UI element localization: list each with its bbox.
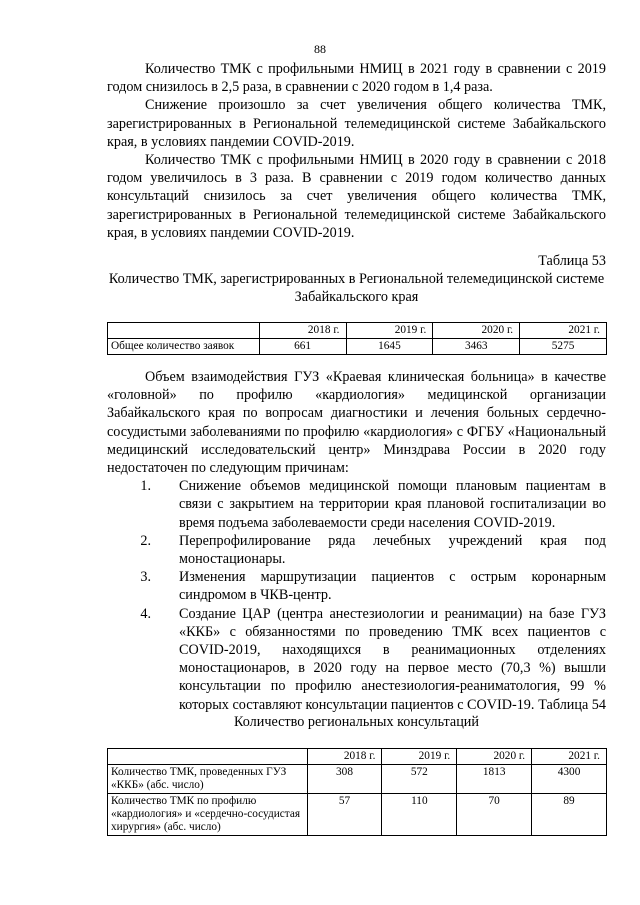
table-54-title: Количество региональных консультаций: [234, 714, 479, 730]
table-header-cell: 2021 г.: [532, 749, 607, 765]
table-cell: 308: [307, 765, 382, 794]
list-text: Изменения маршрутизации пациентов с острым коронарным синдромом в ЧКВ-центр.: [179, 569, 606, 604]
list-text: Перепрофилирование ряда лечебных учреждений края под моностационары.: [179, 532, 606, 568]
table-54: [107, 748, 607, 836]
table-header-cell: 2020 г.: [433, 323, 520, 339]
table-header-row: [108, 749, 607, 765]
table-53-label: Таблица 53: [538, 253, 606, 269]
table-cell: 1813: [457, 765, 532, 794]
list-text: Снижение объемов медицинской помощи плановым пациентам в связи с закрытием на территории края плановой госпитализации во время подъема заболеваемости среди населения COVID-2019.: [179, 478, 606, 531]
paragraph: Объем взаимодействия ГУЗ «Краевая клиническая больница» в качестве «головной» по профилю «кардиология» медицинской организации Забайкальского края по вопросам диагностики и лечения больных сердечно-сосудистыми заболеваниями по профилю «кардиология» с ФГБУ «Национальный медицинский исследовательский центр» Минздрава России в 2020 году недостаточен по следующим причинам:: [107, 369, 606, 477]
table-cell: 70: [457, 794, 532, 836]
list-number: 3.: [140, 569, 151, 586]
paragraph: Количество ТМК с профильными НМИЦ в 2020 году в сравнении с 2018 годом увеличилось в 3 раза. В сравнении с 2019 годом количество данных консультаций снизилось за счет увеличения общего количества ТМК, зарегистрированных в Региональной телемедицинской системе Забайкальского края, в условиях пандемии COVID-2019.: [107, 152, 606, 241]
table-row: [108, 339, 607, 355]
table-53-title: Количество ТМК, зарегистрированных в Региональной телемедицинской системе Забайкальского края: [108, 271, 605, 306]
table-cell: Количество ТМК, проведенных ГУЗ «ККБ» (абс. число): [108, 765, 308, 794]
table-header-cell: 2019 г.: [382, 749, 457, 765]
reasons-list: [107, 477, 606, 714]
table-cell: 57: [307, 794, 382, 836]
table-cell: Количество ТМК по профилю «кардиология» и «сердечно-сосудистая хирургия» (абс. число): [108, 794, 308, 836]
page-number: 88: [314, 42, 326, 56]
list-item: [107, 568, 606, 604]
table-cell: 4300: [532, 765, 607, 794]
main-text: [107, 368, 606, 714]
table-row: [108, 794, 607, 836]
table-header-cell: [108, 323, 260, 339]
table-header-cell: 2021 г.: [520, 323, 607, 339]
table-cell: 5275: [520, 339, 607, 355]
table-cell: 110: [382, 794, 457, 836]
paragraph: Количество ТМК с профильными НМИЦ в 2021 году в сравнении с 2019 годом снизилось в 2,5 раза, в сравнении с 2020 годом в 1,4 раза.: [107, 61, 606, 96]
table-header-cell: 2018 г.: [259, 323, 346, 339]
list-item: [107, 532, 606, 568]
table-header-cell: 2020 г.: [457, 749, 532, 765]
table-54-label: Таблица 54: [538, 697, 606, 713]
paragraph: Снижение произошло за счет увеличения общего количества ТМК, зарегистрированных в Региональной телемедицинской системе Забайкальского края, в условиях пандемии COVID-2019.: [107, 97, 606, 150]
table-cell: 661: [259, 339, 346, 355]
table-cell: 1645: [346, 339, 433, 355]
table-cell: 572: [382, 765, 457, 794]
table-header-cell: [108, 749, 308, 765]
list-number: 2.: [140, 532, 151, 549]
intro-text: [107, 60, 606, 242]
list-text: Создание ЦАР (центра анестезиологии и реанимации) на базе ГУЗ «ККБ» с обязанностями по проведению ТМК всех пациентов с COVID-2019, находящихся в реанимационных отделениях моностационаров, в 2020 году на первое место (70,3 %) вышли консультации по профилю анестезиология-реаниматология, 99 % которых составляют консультации пациентов с COVID-19.: [179, 605, 606, 713]
list-item: [107, 605, 606, 714]
table-cell: 89: [532, 794, 607, 836]
table-header-cell: 2018 г.: [307, 749, 382, 765]
table-53: [107, 322, 607, 355]
list-item: [107, 477, 606, 532]
table-header-cell: 2019 г.: [346, 323, 433, 339]
table-cell: 3463: [433, 339, 520, 355]
list-number: 4.: [140, 605, 151, 622]
list-number: 1.: [140, 478, 151, 495]
table-row: [108, 765, 607, 794]
table-header-row: [108, 323, 607, 339]
table-cell: Общее количество заявок: [108, 339, 260, 355]
